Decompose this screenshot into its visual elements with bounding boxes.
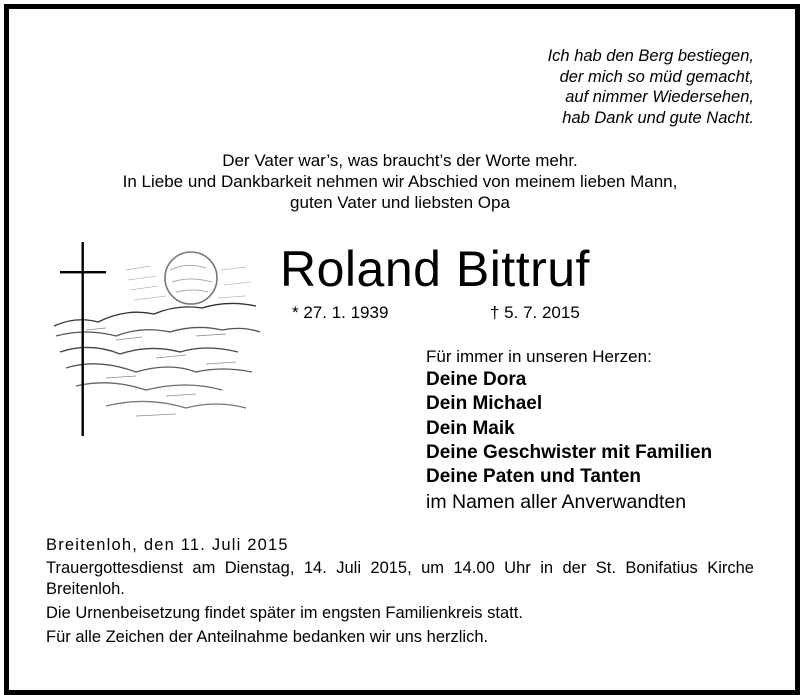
mourner-name: Dein Michael: [426, 393, 543, 415]
mourner-name: Deine Geschwister mit Familien: [426, 441, 713, 463]
hills-icon: [54, 303, 260, 408]
footer: [46, 535, 754, 648]
poem-line: hab Dank und gute Nacht.: [562, 108, 754, 127]
poem: [414, 46, 754, 128]
cross-landscape-illustration: [46, 240, 264, 438]
poem-line: auf nimmer Wiedersehen,: [565, 88, 754, 106]
intro-line: Der Vater war’s, was braucht’s der Worte mehr.: [222, 151, 578, 170]
death-date: † 5. 7. 2015: [490, 303, 580, 322]
cross-icon: [60, 242, 106, 436]
poem-line: der mich so müd gemacht,: [559, 67, 754, 86]
intro-text: [0, 150, 800, 213]
intro-line: guten Vater und liebsten Opa: [290, 193, 510, 212]
thanks-text: Für alle Zeichen der Anteilnahme bedanken wir uns herzlich.: [46, 628, 489, 646]
mourners-tail: im Namen aller Anverwandten: [426, 491, 687, 514]
mourner-name: Deine Paten und Tanten: [426, 466, 642, 488]
service-info: Trauergottesdienst am Dienstag, 14. Juli 2015, um 14.00 Uhr in der St. Bonifatius Kirche Breitenloh.: [46, 559, 754, 598]
intro-line: In Liebe und Dankbarkeit nehmen wir Abschied von meinem lieben Mann,: [122, 172, 678, 191]
mourner-name: Dein Maik: [426, 417, 515, 439]
urn-info: Die Urnenbeisetzung findet später im engsten Familienkreis statt.: [46, 604, 523, 622]
mourners-block: [426, 346, 712, 515]
place-date: Breitenloh, den 11. Juli 2015: [46, 536, 289, 554]
sun-icon: [165, 252, 217, 304]
mourner-name: Deine Dora: [426, 369, 527, 390]
deceased-name: Roland Bittruf: [280, 241, 590, 297]
birth-date: * 27. 1. 1939: [292, 303, 389, 322]
poem-line: Ich hab den Berg bestiegen,: [547, 47, 754, 65]
mourners-lead: Für immer in unseren Herzen:: [426, 347, 652, 366]
mourners-list: [426, 368, 712, 489]
